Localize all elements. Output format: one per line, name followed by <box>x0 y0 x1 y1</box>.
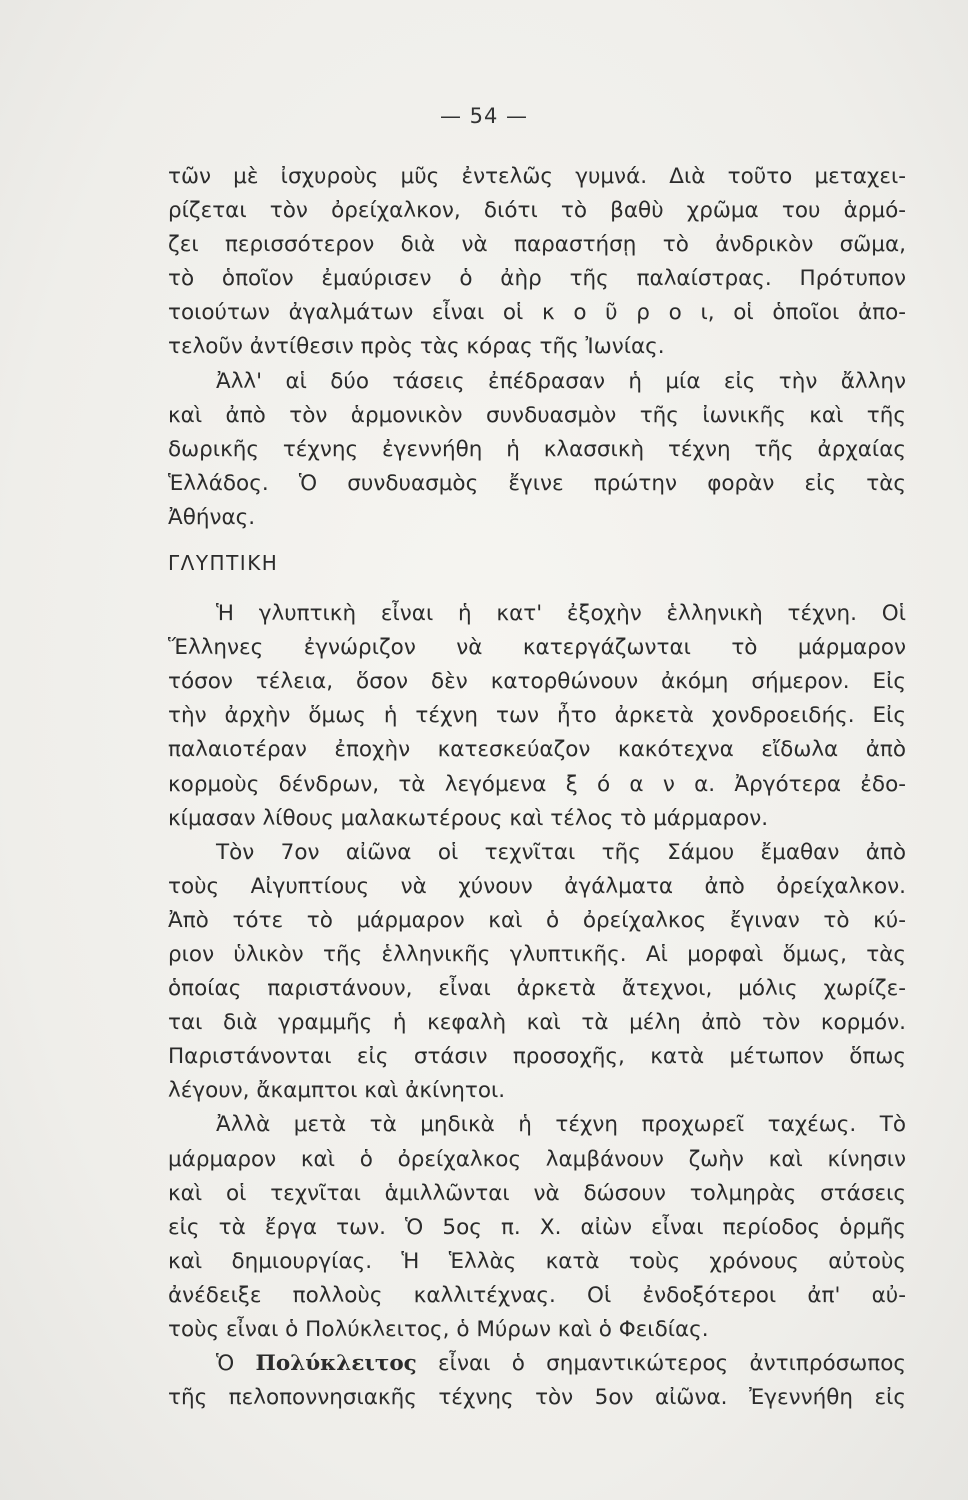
text-line: τοὺς Αἰγυπτίους νὰ χύνουν ἀγάλματα ἀπὸ ὀρείχαλκον. <box>168 873 906 899</box>
text-line: τοὺς εἶναι ὁ Πολύκλειτος, ὁ Μύρων καὶ ὁ Φειδίας. <box>168 1317 709 1342</box>
text-line: τὸ ὁποῖον ἐμαύρισεν ὁ ἀὴρ τῆς παλαίστρας. Πρότυπον <box>168 266 906 292</box>
text-line: καὶ ἀπὸ τὸν ἁρμονικὸν συνδυασμὸν τῆς ἰωνικῆς καὶ τῆς <box>168 402 906 428</box>
text-line: ἀνέδειξε πολλοὺς καλλιτέχνας. Οἱ ἐνδοξότεροι ἀπ' αὐ- <box>168 1282 906 1308</box>
text-line: παλαιοτέραν ἐποχὴν κατεσκεύαζον κακότεχνα εἴδωλα ἀπὸ <box>168 737 906 763</box>
text-line: κορμοὺς δένδρων, τὰ λεγόμενα ξ ό α ν α. Ἀργότερα ἐδο- <box>168 771 906 797</box>
text-line: ται διὰ γραμμῆς ἡ κεφαλὴ καὶ τὰ μέλη ἀπὸ τὸν κορμόν. <box>168 1010 906 1036</box>
text-line: Ἑλλάδος. Ὁ συνδυασμὸς ἔγινε πρώτην φορὰν εἰς τὰς <box>168 470 906 496</box>
text-line: τελοῦν ἀντίθεσιν πρὸς τὰς κόρας τῆς Ἰωνίας. <box>168 334 665 360</box>
paragraph-2 <box>168 365 906 535</box>
text-line: εἰς τὰ ἔργα των. Ὁ 5ος π. Χ. αἰὼν εἶναι περίοδος ὁρμῆς <box>168 1214 906 1240</box>
text-line: Ἀπὸ τότε τὸ μάρμαρον καὶ ὁ ὀρείχαλκος ἔγιναν τὸ κύ- <box>168 907 906 933</box>
text-fragment: εἶναι ὁ σημαντικώτερος ἀντιπρόσωπος <box>416 1351 906 1377</box>
paragraph-4 <box>168 836 906 1109</box>
text-line: Ἀλλ' αἱ δύο τάσεις ἐπέδρασαν ἡ μία εἰς τὴν ἄλλην <box>216 368 906 394</box>
text-fragment: Ὁ <box>216 1351 256 1377</box>
text-line: ρίζεται τὸν ὀρείχαλκον, διότι τὸ βαθὺ χρῶμα του ἁρμό- <box>168 198 906 224</box>
text-line: Παριστάνονται εἰς στάσιν προσοχῆς, κατὰ μέτωπον ὅπως <box>168 1044 906 1070</box>
text-line: Ἕλληνες ἐγνώριζον νὰ κατεργάζωνται τὸ μάρμαρον <box>168 635 906 661</box>
text-line: τῆς πελοποννησιακῆς τέχνης τὸν 5ον αἰῶνα. Ἐγεννήθη εἰς <box>168 1385 906 1411</box>
text-line: Τὸν 7ον αἰῶνα οἱ τεχνῖται τῆς Σάμου ἔμαθαν ἀπὸ <box>216 839 906 865</box>
text-line: μάρμαρον καὶ ὁ ὀρείχαλκος λαμβάνουν ζωὴν καὶ κίνησιν <box>168 1146 906 1172</box>
text-line: ζει περισσότερον διὰ νὰ παραστήσῃ τὸ ἀνδρικὸν σῶμα, <box>168 232 906 258</box>
text-line: λέγουν, ἄκαμπτοι καὶ ἀκίνητοι. <box>168 1078 506 1104</box>
text-line: Ἀλλὰ μετὰ τὰ μηδικὰ ἡ τέχνη προχωρεῖ ταχέως. Τὸ <box>216 1112 906 1138</box>
text-line: τοιούτων ἀγαλμάτων εἶναι οἱ κ ο ῦ ρ ο ι, οἱ ὁποῖοι ἀπο- <box>168 300 906 326</box>
text-line: κίμασαν λίθους μαλακωτέρους καὶ τέλος τὸ μάρμαρον. <box>168 805 769 831</box>
text-line: Ἀθήνας. <box>168 504 256 530</box>
text-line: καὶ δημιουργίας. Ἡ Ἑλλὰς κατὰ τοὺς χρόνους αὐτοὺς <box>168 1248 906 1274</box>
text-line: καὶ οἱ τεχνῖται ἁμιλλῶνται νὰ δώσουν τολμηρὰς στάσεις <box>168 1180 906 1206</box>
paragraph-5 <box>168 1108 906 1347</box>
paragraph-1 <box>168 160 906 365</box>
body-text <box>168 160 906 1415</box>
text-line: τὴν ἀρχὴν ὅμως ἡ τέχνη των ἦτο ἀρκετὰ χονδροειδής. Εἰς <box>168 703 906 729</box>
text-line <box>168 1347 906 1381</box>
text-line: ριον ὑλικὸν τῆς ἑλληνικῆς γλυπτικῆς. Αἱ μορφαὶ ὅμως, τὰς <box>168 941 906 967</box>
paragraph-6 <box>168 1347 906 1415</box>
text-line: ὁποίας παριστάνουν, εἶναι ἀρκετὰ ἄτεχνοι, μόλις χωρίζε- <box>168 976 906 1002</box>
page-number: — 54 — <box>439 104 529 128</box>
section-heading: ΓΛΥΠΤΙΚΗ <box>168 551 279 576</box>
text-line: τόσον τέλεια, ὅσον δὲν κατορθώνουν ἀκόμη σήμερον. Εἰς <box>168 669 906 695</box>
text-line: τῶν μὲ ἰσχυροὺς μῦς ἐντελῶς γυμνά. Διὰ τοῦτο μεταχει- <box>168 164 906 189</box>
emphasized-name: Πολύκλειτος <box>255 1351 417 1377</box>
paragraph-3 <box>168 597 906 836</box>
text-line: Ἡ γλυπτικὴ εἶναι ἡ κατ' ἐξοχὴν ἑλληνικὴ τέχνη. Οἱ <box>216 601 906 627</box>
text-line: δωρικῆς τέχνης ἐγεννήθη ἡ κλασσικὴ τέχνη τῆς ἀρχαίας <box>168 436 906 462</box>
